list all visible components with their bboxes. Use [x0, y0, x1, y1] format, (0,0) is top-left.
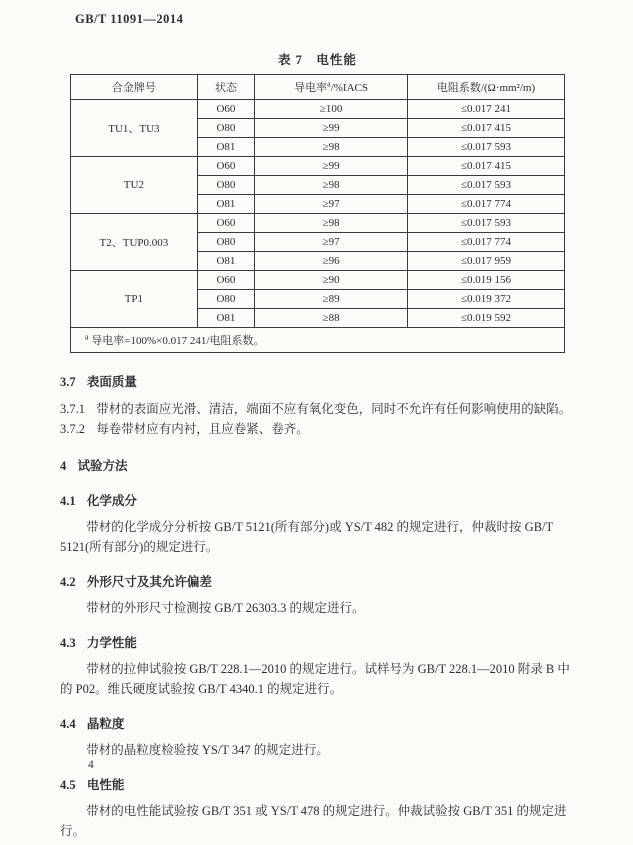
- conductivity-unit: /%IACS: [330, 82, 368, 94]
- chapter-heading-4: [60, 456, 576, 476]
- chapter-number: 4: [60, 459, 67, 473]
- alloy-cell: TP1: [71, 271, 198, 328]
- paragraph-4-1: 带材的化学成分分析按 GB/T 5121(所有部分)或 YS/T 482 的规定进行，仲裁时按 GB/T 5121(所有部分)的规定进行。: [60, 520, 553, 554]
- alloy-cell: T2、TUP0.003: [71, 214, 198, 271]
- state-cell: O80: [197, 176, 254, 195]
- table-title: 表 7 电性能: [278, 53, 357, 67]
- section-title: 化学成分: [86, 494, 137, 508]
- resistance-cell: ≤0.017 959: [408, 252, 565, 271]
- section-number: 4.5: [60, 778, 76, 792]
- conductivity-cell: ≥98: [255, 176, 408, 195]
- state-cell: O81: [197, 138, 254, 157]
- paragraph-4-5: 带材的电性能试验按 GB/T 351 或 YS/T 478 的规定进行。仲裁试验按 GB/T 351 的规定进行。: [60, 804, 567, 838]
- section-title: 晶粒度: [86, 717, 125, 731]
- section-heading-4-3: [60, 633, 576, 653]
- column-header-resistance: 电阻系数/(Ω·mm²/m): [408, 75, 565, 100]
- resistance-cell: ≤0.017 593: [408, 214, 565, 233]
- resistance-cell: ≤0.017 774: [408, 233, 565, 252]
- page-number: 4: [88, 759, 94, 771]
- resistance-cell: ≤0.019 592: [408, 309, 565, 328]
- paragraph-4-2: 带材的外形尺寸检测按 GB/T 26303.3 的规定进行。: [86, 601, 365, 615]
- conductivity-cell: ≥98: [255, 214, 408, 233]
- table-footnote: [71, 328, 565, 353]
- table-row: [71, 271, 565, 290]
- resistance-cell: ≤0.017 593: [408, 138, 565, 157]
- electrical-properties-table: [70, 74, 565, 353]
- table-row: [71, 214, 565, 233]
- section-number: 4.2: [60, 575, 76, 589]
- footnote-text: 导电率=100%×0.017 241/电阻系数。: [91, 335, 265, 347]
- state-cell: O60: [197, 157, 254, 176]
- section-title: 外形尺寸及其允许偏差: [86, 575, 212, 589]
- document-body: [60, 372, 576, 845]
- column-header-conductivity: [255, 75, 408, 100]
- resistance-cell: ≤0.017 593: [408, 176, 565, 195]
- conductivity-footnote-marker: a: [327, 79, 331, 89]
- resistance-cell: ≤0.017 241: [408, 100, 565, 119]
- column-header-alloy: 合金牌号: [71, 75, 198, 100]
- clause-number: 3.7.1: [60, 402, 85, 416]
- clause-3-7-2: [60, 419, 576, 439]
- standard-number-header: GB/T 11091—2014: [75, 12, 184, 26]
- section-heading-4-4: [60, 714, 576, 734]
- conductivity-cell: ≥89: [255, 290, 408, 309]
- column-header-state: 状态: [197, 75, 254, 100]
- conductivity-cell: ≥97: [255, 195, 408, 214]
- conductivity-cell: ≥90: [255, 271, 408, 290]
- section-heading-3-7: [60, 372, 576, 392]
- state-cell: O80: [197, 119, 254, 138]
- paragraph-4-3: 带材的拉伸试验按 GB/T 228.1—2010 的规定进行。试样号为 GB/T 228.1—2010 附录 B 中的 P02。维氏硬度试验按 GB/T 4340.1 的规定进行。: [60, 662, 570, 696]
- section-number: 4.4: [60, 717, 76, 731]
- table-row: [71, 100, 565, 119]
- resistance-cell: ≤0.017 415: [408, 157, 565, 176]
- section-title: 表面质量: [86, 375, 137, 389]
- section-title: 力学性能: [86, 636, 137, 650]
- conductivity-cell: ≥100: [255, 100, 408, 119]
- conductivity-cell: ≥96: [255, 252, 408, 271]
- resistance-cell: ≤0.017 774: [408, 195, 565, 214]
- conductivity-cell: ≥97: [255, 233, 408, 252]
- state-cell: O60: [197, 214, 254, 233]
- chapter-title: 试验方法: [77, 459, 128, 473]
- state-cell: O81: [197, 252, 254, 271]
- table-row: [71, 157, 565, 176]
- resistance-cell: ≤0.019 372: [408, 290, 565, 309]
- alloy-cell: TU1、TU3: [71, 100, 198, 157]
- section-heading-4-2: [60, 572, 576, 592]
- state-cell: O60: [197, 271, 254, 290]
- conductivity-cell: ≥99: [255, 119, 408, 138]
- paragraph-4-4: 带材的晶粒度检验按 YS/T 347 的规定进行。: [86, 743, 329, 757]
- section-heading-4-1: [60, 491, 576, 511]
- clause-text: 带材的表面应光滑、清洁，端面不应有氧化变色，同时不允许有任何影响使用的缺陷。: [96, 402, 572, 416]
- table-header-row: [71, 75, 565, 100]
- alloy-cell: TU2: [71, 157, 198, 214]
- section-number: 3.7: [60, 375, 76, 389]
- conductivity-cell: ≥98: [255, 138, 408, 157]
- state-cell: O81: [197, 309, 254, 328]
- resistance-cell: ≤0.017 415: [408, 119, 565, 138]
- section-title: 电性能: [86, 778, 125, 792]
- state-cell: O80: [197, 233, 254, 252]
- state-cell: O80: [197, 290, 254, 309]
- resistance-cell: ≤0.019 156: [408, 271, 565, 290]
- section-number: 4.3: [60, 636, 76, 650]
- section-number: 4.1: [60, 494, 76, 508]
- footnote-marker: a: [85, 332, 89, 342]
- clause-3-7-1: [60, 399, 576, 419]
- clause-number: 3.7.2: [60, 422, 85, 436]
- state-cell: O81: [197, 195, 254, 214]
- state-cell: O60: [197, 100, 254, 119]
- table-footnote-row: [71, 328, 565, 353]
- section-heading-4-5: [60, 775, 576, 795]
- conductivity-cell: ≥99: [255, 157, 408, 176]
- conductivity-label: 导电率: [294, 82, 328, 94]
- clause-text: 每卷带材应有内衬，且应卷紧、卷齐。: [96, 422, 309, 436]
- conductivity-cell: ≥88: [255, 309, 408, 328]
